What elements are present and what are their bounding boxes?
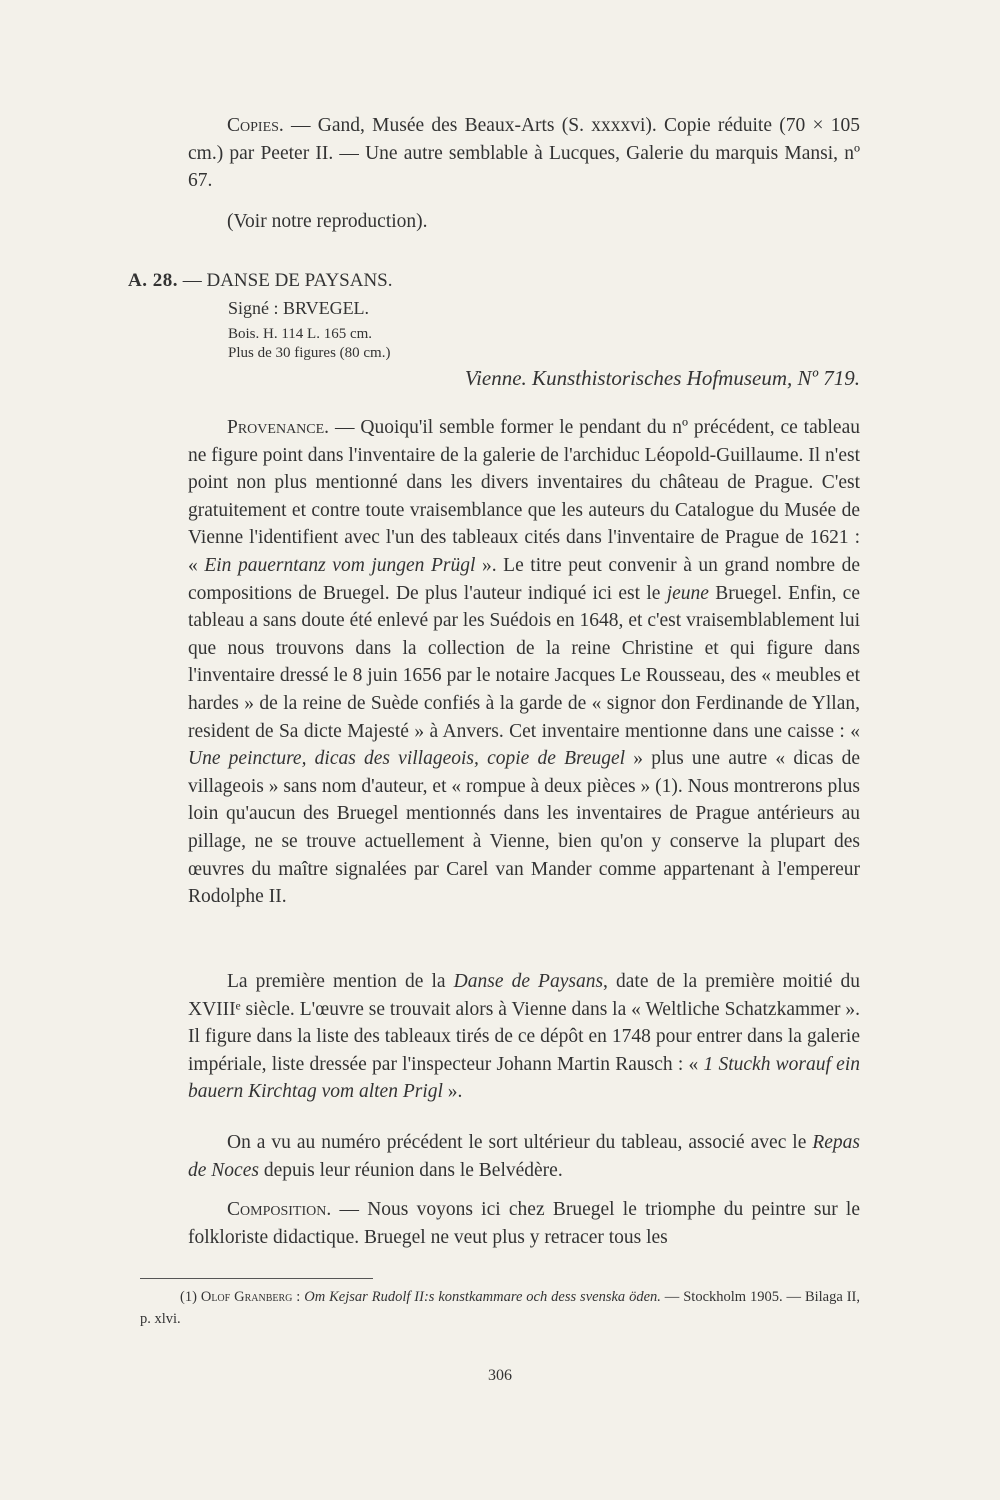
entry-heading: [128, 270, 393, 292]
p3-italic-1: Repas de Noces: [188, 1132, 860, 1181]
voir-reproduction: (Voir notre reproduction).: [227, 211, 428, 232]
footnote-colon: :: [292, 1289, 305, 1305]
p2-italic-2: 1 Stuckh worauf ein bauern Kirchtag vom alten Prigl: [188, 1053, 860, 1103]
page-number: 306: [488, 1367, 512, 1384]
entry-title: — DANSE DE PAYSANS.: [177, 270, 393, 291]
copies-text: — Gand, Musée des Beaux-Arts (S. xxxxvi). Copie réduite (70 × 105 cm.) par Peeter II. — Une autre semblable à Lucques, Galerie du marquis Mansi, nº 67.: [188, 115, 860, 192]
entry-signature: Signé : BRVEGEL.: [228, 298, 370, 318]
footnote-divider: [140, 1278, 373, 1279]
p3-text-a: On a vu au numéro précédent le sort ultérieur du tableau, associé avec le: [227, 1132, 813, 1153]
p2-text-a: La première mention de la: [227, 971, 454, 992]
sort-ulterieur-paragraph: [188, 1129, 860, 1184]
entry-figures: Plus de 30 figures (80 cm.): [228, 345, 391, 361]
footnote-number: (1): [180, 1289, 201, 1305]
provenance-italic-3: Une peincture, dicas des villageois, copie de Breugel: [188, 748, 626, 770]
copies-paragraph: [188, 112, 860, 195]
entry-location: Vienne. Kunsthistorisches Hofmuseum, Nº 719.: [464, 366, 860, 390]
footnote-author: Olof Granberg: [200, 1289, 293, 1305]
provenance-text-b: ». Le titre peut convenir à un grand nombre de compositions de Bruegel. De plus l'auteur indiqué ici est le: [188, 554, 860, 604]
composition-text: — Nous voyons ici chez Bruegel le triomphe du peintre sur le folkloriste didactique. Bruegel ne veut plus y retracer tous les: [188, 1199, 860, 1248]
provenance-text-d: » plus une autre « dicas de villageois » sans nom d'auteur, et « rompue à deux pièces » (1). Nous montrerons plus loin qu'aucun des Bruegel mentionnés dans les inventaires de Prague antérieurs au pillage, ne se trouve actuellement à Vienne, bien qu'on y conserve la plupart des œuvres du maître signalées par Carel van Mander comme appartenant à l'empereur Rodolphe II.: [188, 748, 860, 908]
provenance-italic-1: Ein pauerntanz vom jungen Prügl: [204, 554, 476, 576]
composition-paragraph: [188, 1196, 860, 1251]
provenance-paragraph: [188, 414, 860, 911]
provenance-text-a: — Quoiqu'il semble former le pendant du nº précédent, ce tableau ne figure point dans l'inventaire de la galerie de l'archiduc Léopold-Guillaume. Il n'est point non plus mentionné dans les divers inventaires du château de Prague. C'est gratuitement et contre toute vraisemblance que les auteurs du Catalogue du Musée de Vienne l'identifient avec l'un des tableaux cités dans l'inventaire de Prague de 1621 : «: [188, 417, 860, 576]
provenance-text-c: Bruegel. Enfin, ce tableau a sans doute été enlevé par les Suédois en 1648, et c'est vraisemblablement lui que nous trouvons dans la collection de la reine Christine et qui figure dans l'inventaire dressé le 8 juin 1656 par le notaire Jacques Le Rousseau, des « meubles et hardes » de la reine de Suède confiés à la garde de « signor don Ferdinande de Yllan, resident de Sa dicte Majesté » à Anvers. Cet inventaire mentionne dans une caisse : «: [188, 582, 860, 742]
provenance-label: Provenance.: [227, 417, 330, 438]
p2-italic-1: Danse de Paysans: [453, 971, 604, 992]
premiere-mention-paragraph: [188, 968, 860, 1106]
p3-text-b: depuis leur réunion dans le Belvédère.: [258, 1159, 563, 1181]
footnote-rest: — Stockholm 1905. — Bilaga II, p. xlvi.: [140, 1289, 861, 1327]
copies-label: Copies.: [227, 115, 284, 136]
composition-label: Composition.: [227, 1199, 332, 1220]
footnote: [140, 1286, 860, 1330]
p2-text-c: ».: [442, 1081, 463, 1103]
p2-text-b: , date de la première moitié du XVIIIᵉ siècle. L'œuvre se trouvait alors à Vienne dans la « Weltliche Schatzkammer ». Il figure dans la liste des tableaux tirés de ce dépôt en 1748 pour entrer dans la galerie impériale, liste dressée par l'inspecteur Johann Martin Rausch : «: [188, 971, 860, 1075]
entry-dimensions: Bois. H. 114 L. 165 cm.: [228, 326, 373, 342]
provenance-italic-2: jeune: [666, 582, 709, 604]
entry-number: A. 28.: [128, 270, 178, 291]
footnote-title: Om Kejsar Rudolf II:s konstkammare och dess svenska öden.: [304, 1289, 661, 1305]
